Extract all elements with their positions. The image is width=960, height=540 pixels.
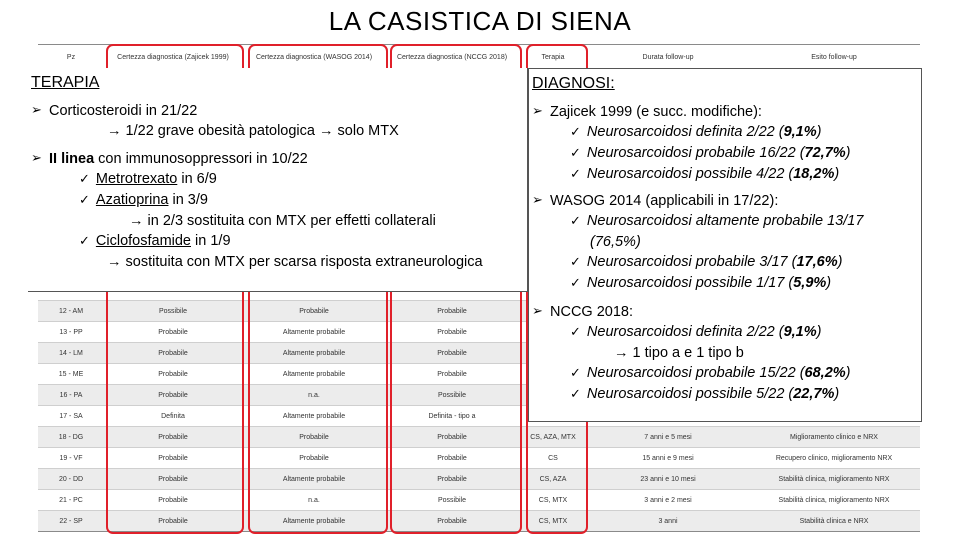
- table-cell: Probabile: [242, 448, 386, 469]
- table-cell: Probabile: [386, 469, 518, 490]
- checkmark-icon: ✓: [570, 255, 581, 270]
- page-title: LA CASISTICA DI SIENA: [328, 6, 632, 36]
- table-cell: CS, MTX: [518, 511, 588, 532]
- table-cell: Probabile: [104, 364, 242, 385]
- right-arrow-icon: →: [107, 254, 122, 270]
- arrow-bullet-icon: ➢: [532, 304, 543, 319]
- right-arrow-icon: →: [129, 213, 144, 229]
- table-cell: Possibile: [104, 301, 242, 322]
- table-cell: 13 - PP: [38, 322, 104, 343]
- table-cell: Altamente probabile: [242, 469, 386, 490]
- right-arrow-icon: →: [319, 123, 334, 139]
- terapia-mtx: ✓ Metrotrexato in 6/9: [79, 171, 217, 187]
- diagnosi-panel: [528, 68, 922, 422]
- table-cell: Definita - tipo a: [386, 406, 518, 427]
- table-cell: 17 - SA: [38, 406, 104, 427]
- diagnosi-wasog-heading: ➢ WASOG 2014 (applicabili in 17/22):: [532, 193, 779, 209]
- table-cell: Altamente probabile: [242, 406, 386, 427]
- terapia-corticosteroidi: ➢ Corticosteroidi in 21/22: [31, 103, 198, 119]
- table-cell: 18 - DG: [38, 427, 104, 448]
- checkmark-icon: ✓: [570, 214, 581, 229]
- checkmark-icon: ✓: [570, 325, 581, 340]
- table-cell: Altamente probabile: [242, 322, 386, 343]
- terapia-obesity-line: → 1/22 grave obesità patologica → solo MTX: [107, 123, 399, 139]
- table-cell: CS, MTX: [518, 490, 588, 511]
- arrow-bullet-icon: ➢: [532, 193, 543, 208]
- column-header: Certezza diagnostica (NCCG 2018): [386, 45, 518, 70]
- diagnosi-n-definita-types: → 1 tipo a e 1 tipo b: [614, 345, 744, 361]
- diagnosi-n-possibile: ✓ Neurosarcoidosi possibile 5/22 (22,7%): [570, 386, 840, 402]
- table-cell: 16 - PA: [38, 385, 104, 406]
- table-cell: 21 - PC: [38, 490, 104, 511]
- terapia-title: TERAPIA: [31, 74, 100, 91]
- diagnosi-z-definita: ✓ Neurosarcoidosi definita 2/22 (9,1%): [570, 124, 822, 140]
- table-cell: Altamente probabile: [242, 511, 386, 532]
- checkmark-icon: ✓: [570, 387, 581, 402]
- checkmark-icon: ✓: [570, 276, 581, 291]
- terapia-panel: [28, 68, 528, 292]
- table-cell: Miglioramento clinico e NRX: [748, 427, 920, 448]
- table-cell: Recupero clinico, miglioramento NRX: [748, 448, 920, 469]
- diagnosi-w-probabile: ✓ Neurosarcoidosi probabile 3/17 (17,6%): [570, 254, 843, 270]
- table-cell: 3 anni: [588, 511, 748, 532]
- checkmark-icon: ✓: [570, 167, 581, 182]
- terapia-ciclofosfamide-note: → sostituita con MTX per scarsa risposta extraneurologica: [107, 254, 483, 270]
- table-cell: 19 - VF: [38, 448, 104, 469]
- diagnosi-w-possibile: ✓ Neurosarcoidosi possibile 1/17 (5,9%): [570, 275, 832, 291]
- checkmark-icon: ✓: [570, 366, 581, 381]
- table-cell: Possibile: [386, 490, 518, 511]
- checkmark-icon: ✓: [79, 172, 90, 187]
- table-cell: 7 anni e 5 mesi: [588, 427, 748, 448]
- table-cell: Probabile: [386, 322, 518, 343]
- table-cell: Definita: [104, 406, 242, 427]
- table-cell: n.a.: [242, 385, 386, 406]
- diagnosi-zajicek-heading: ➢ Zajicek 1999 (e succ. modifiche):: [532, 104, 762, 120]
- table-cell: 22 - SP: [38, 511, 104, 532]
- column-header: Certezza diagnostica (WASOG 2014): [242, 45, 386, 70]
- arrow-bullet-icon: ➢: [31, 103, 42, 118]
- table-cell: Probabile: [386, 301, 518, 322]
- table-cell: Altamente probabile: [242, 364, 386, 385]
- table-cell: Probabile: [242, 427, 386, 448]
- checkmark-icon: ✓: [570, 125, 581, 140]
- table-cell: Altamente probabile: [242, 343, 386, 364]
- diagnosi-nccg-heading: ➢ NCCG 2018:: [532, 304, 634, 320]
- terapia-aza-note: → in 2/3 sostituita con MTX per effetti collaterali: [129, 213, 436, 229]
- table-cell: CS, AZA, MTX: [518, 427, 588, 448]
- terapia-aza: ✓ Azatioprina in 3/9: [79, 192, 208, 208]
- table-cell: 23 anni e 10 mesi: [588, 469, 748, 490]
- table-cell: CS: [518, 448, 588, 469]
- table-cell: Stabilità clinica, miglioramento NRX: [748, 469, 920, 490]
- arrow-bullet-icon: ➢: [532, 104, 543, 119]
- table-cell: n.a.: [242, 490, 386, 511]
- column-header: Durata follow-up: [588, 45, 748, 70]
- table-cell: Probabile: [104, 448, 242, 469]
- column-header: Certezza diagnostica (Zajicek 1999): [104, 45, 242, 70]
- table-cell: Probabile: [104, 469, 242, 490]
- column-header: Esito follow-up: [748, 45, 920, 70]
- diagnosi-n-definita: ✓ Neurosarcoidosi definita 2/22 (9,1%): [570, 324, 822, 340]
- diagnosi-w-altamente-pct: (76,5%): [590, 234, 641, 250]
- checkmark-icon: ✓: [79, 193, 90, 208]
- table-cell: 15 anni e 9 mesi: [588, 448, 748, 469]
- checkmark-icon: ✓: [570, 146, 581, 161]
- terapia-seconda-linea: ➢ II linea con immunosoppressori in 10/22: [31, 151, 308, 167]
- table-cell: Probabile: [386, 364, 518, 385]
- table-cell: Probabile: [104, 511, 242, 532]
- table-cell: CS, AZA: [518, 469, 588, 490]
- right-arrow-icon: →: [614, 345, 629, 361]
- diagnosi-z-probabile: ✓ Neurosarcoidosi probabile 16/22 (72,7%): [570, 145, 851, 161]
- diagnosi-n-probabile: ✓ Neurosarcoidosi probabile 15/22 (68,2%): [570, 365, 851, 381]
- diagnosi-z-possibile: ✓ Neurosarcoidosi possibile 4/22 (18,2%): [570, 166, 840, 182]
- checkmark-icon: ✓: [79, 234, 90, 249]
- diagnosi-title: DIAGNOSI:: [532, 75, 615, 92]
- table-cell: 12 - AM: [38, 301, 104, 322]
- table-cell: Probabile: [242, 301, 386, 322]
- table-cell: Stabilità clinica, miglioramento NRX: [748, 490, 920, 511]
- table-cell: Stabilità clinica e NRX: [748, 511, 920, 532]
- diagnosi-w-altamente: ✓ Neurosarcoidosi altamente probabile 13/17: [570, 213, 864, 229]
- table-cell: Probabile: [104, 385, 242, 406]
- table-cell: Probabile: [386, 448, 518, 469]
- table-cell: Probabile: [386, 343, 518, 364]
- table-cell: 20 - DD: [38, 469, 104, 490]
- terapia-ciclofosfamide: ✓ Ciclofosfamide in 1/9: [79, 233, 231, 249]
- table-cell: 3 anni e 2 mesi: [588, 490, 748, 511]
- table-cell: Probabile: [104, 490, 242, 511]
- table-cell: Possibile: [386, 385, 518, 406]
- column-header: Terapia: [518, 45, 588, 70]
- table-cell: 14 - LM: [38, 343, 104, 364]
- table-cell: 15 - ME: [38, 364, 104, 385]
- table-cell: Probabile: [386, 511, 518, 532]
- arrow-bullet-icon: ➢: [31, 151, 42, 166]
- column-header: Pz: [38, 45, 104, 70]
- table-cell: Probabile: [104, 322, 242, 343]
- table-cell: Probabile: [104, 427, 242, 448]
- table-cell: Probabile: [386, 427, 518, 448]
- table-cell: Probabile: [104, 343, 242, 364]
- right-arrow-icon: →: [107, 123, 122, 139]
